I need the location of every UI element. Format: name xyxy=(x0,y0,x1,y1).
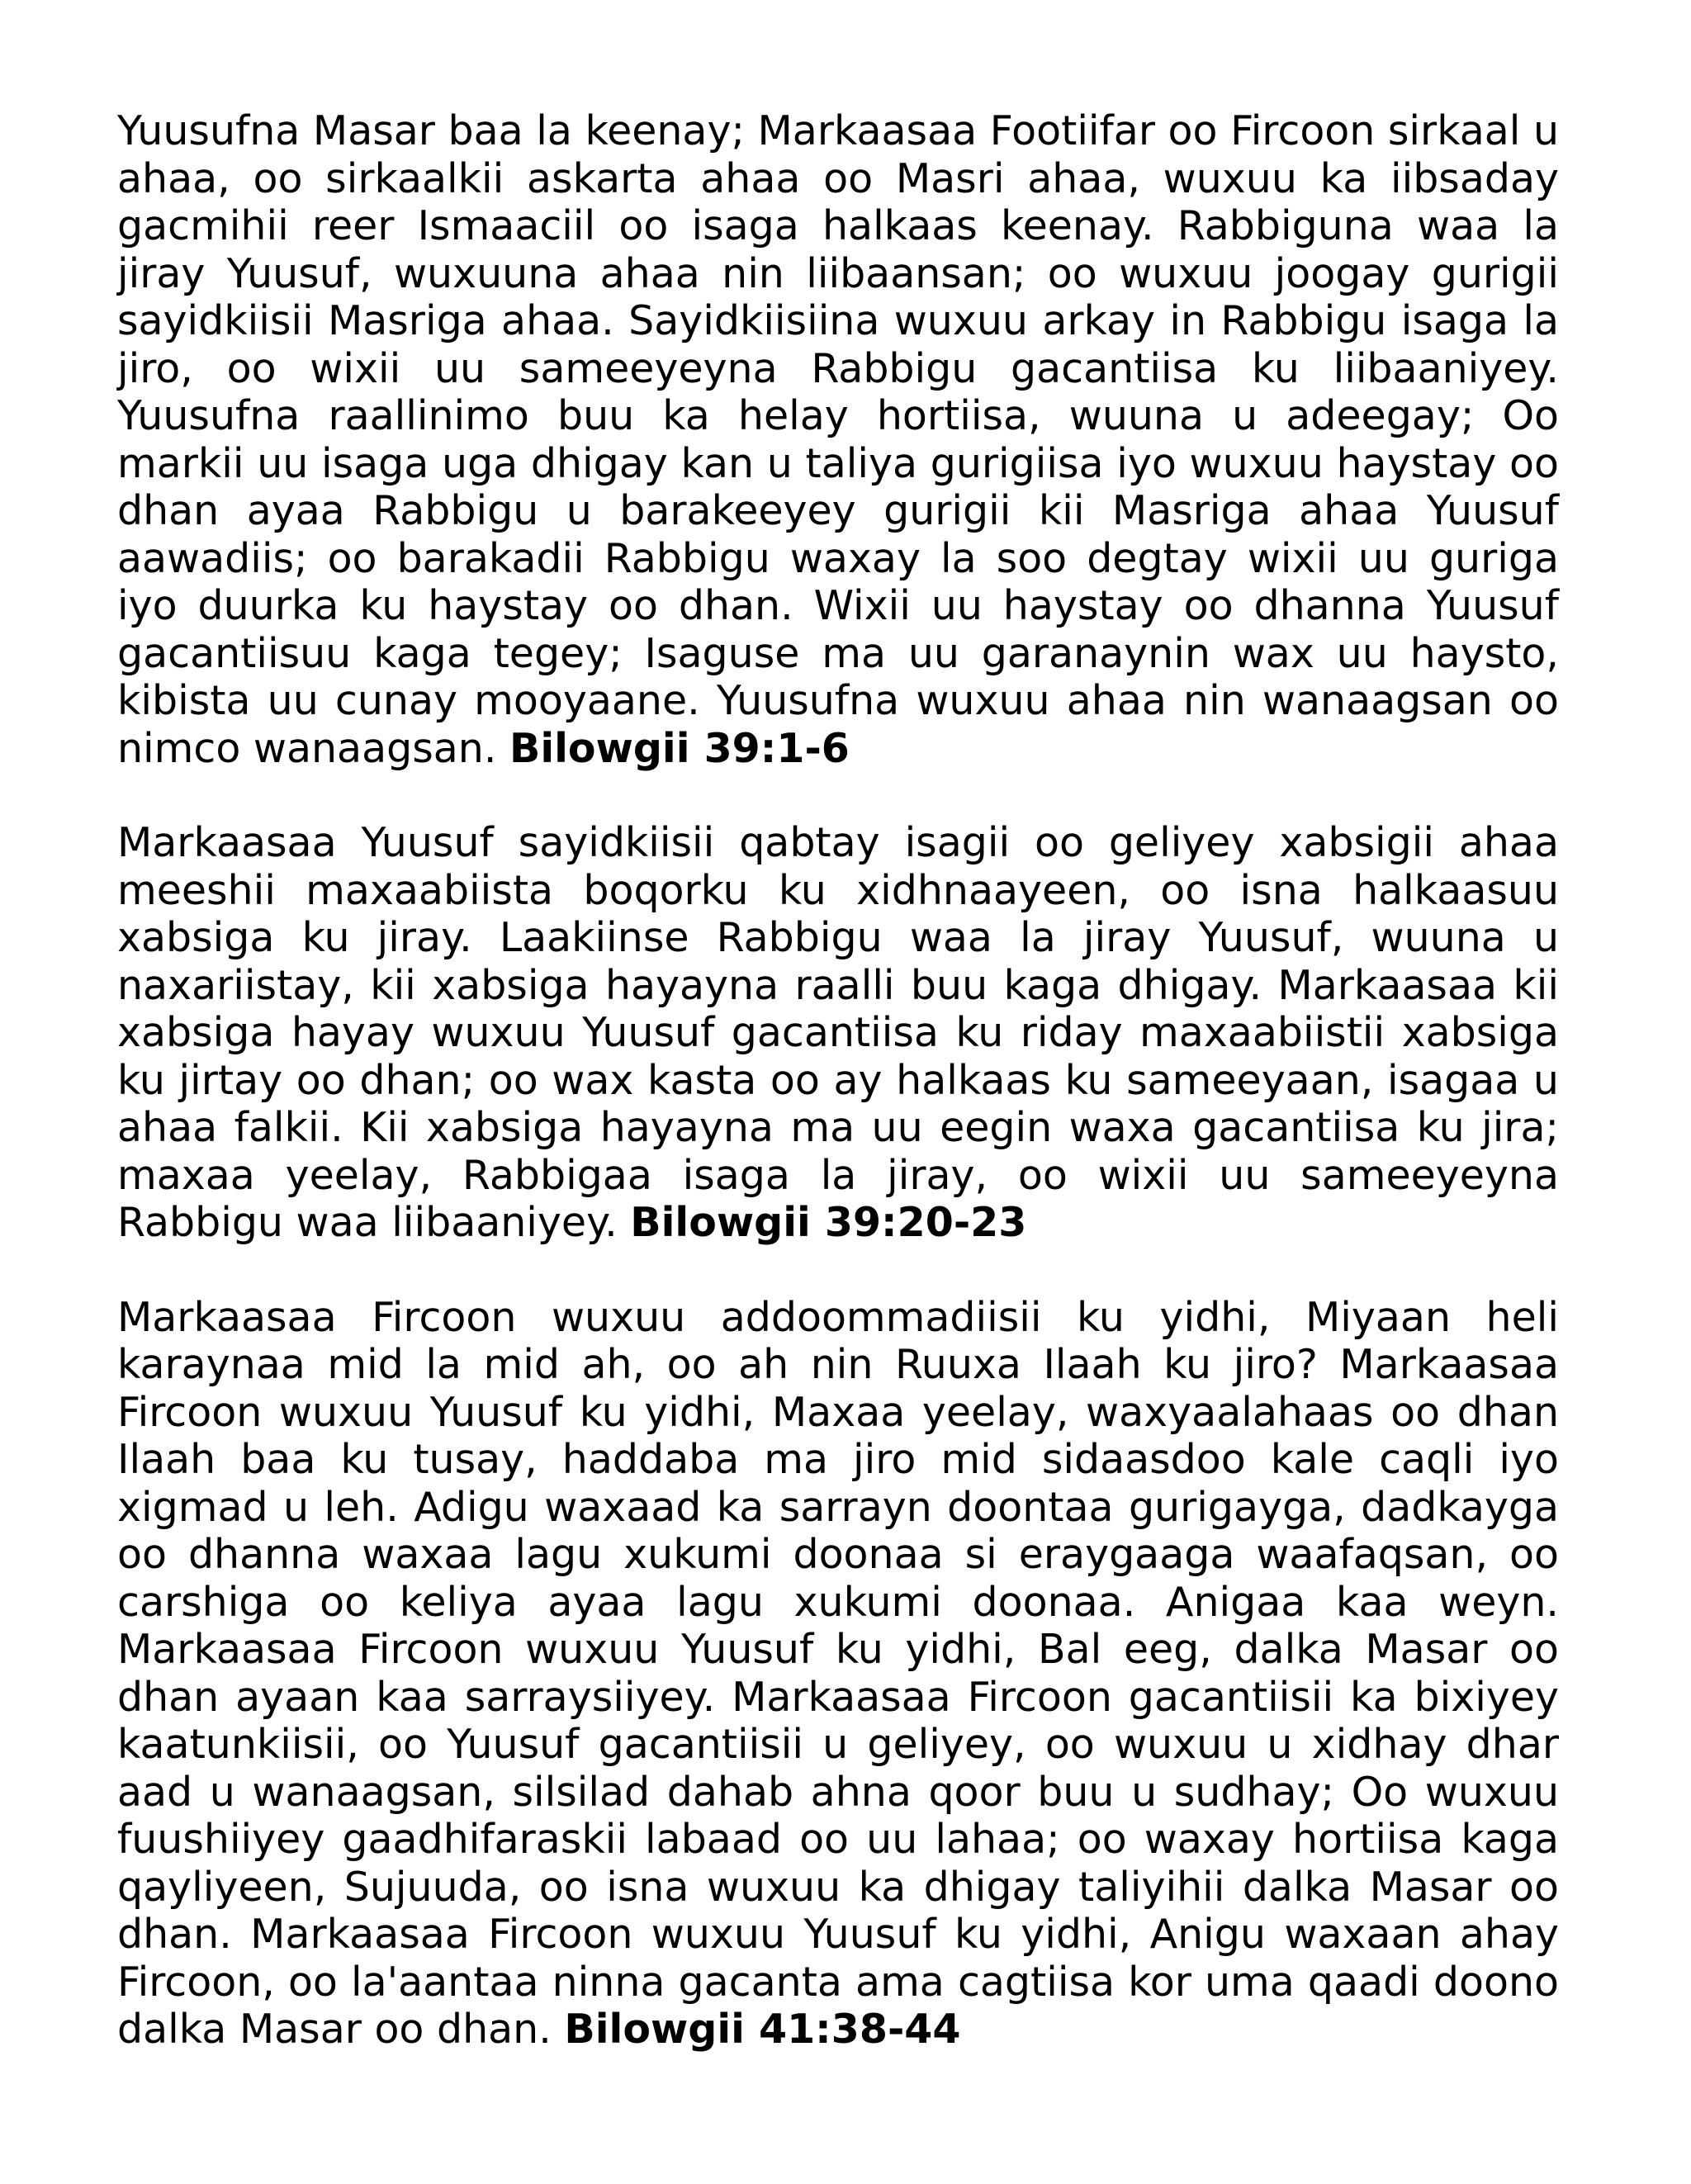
passage-paragraph xyxy=(117,1294,1559,2054)
scripture-reference: Bilowgii 41:38-44 xyxy=(564,2006,961,2053)
passage-text: Markaasaa Fircoon wuxuu addoommadiisii ku yidhi, Miyaan heli karaynaa mid la mid ah, oo ah nin Ruuxa Ilaah ku jiro? Markaasaa Fircoon wuxuu Yuusuf ku yidhi, Maxaa yeelay, waxyaalahaas oo dhan Ilaah baa ku tusay, haddaba ma jiro mid sidaasdoo kale caqli iyo xigmad u leh. Adigu waxaad ka sarrayn doontaa gurigayga, dadkayga oo dhanna waxaa lagu xukumi doonaa si eraygaaga waafaqsan, oo carshiga oo keliya ayaa lagu xukumi doonaa. Anigaa kaa weyn. Markaasaa Fircoon wuxuu Yuusuf ku yidhi, Bal eeg, dalka Masar oo dhan ayaan kaa sarraysiiyey. Markaasaa Fircoon gacantiisii ka bixiyey kaatunkiisii, oo Yuusuf gacantiisii u geliyey, oo wuxuu u xidhay dhar aad u wanaagsan, silsilad dahab ahna qoor buu u sudhay; Oo wuxuu fuushiiyey gaadhifaraskii labaad oo uu lahaa; oo waxay hortiisa kaga qayliyeen, Sujuuda, oo isna wuxuu ka dhigay taliyihii dalka Masar oo dhan. Markaasaa Fircoon wuxuu Yuusuf ku yidhi, Anigu waxaan ahay Fircoon, oo la'aantaa ninna gacanta ama cagtiisa kor uma qaadi doono dalka Masar oo dhan. xyxy=(117,1293,1559,2053)
passage-text: Yuusufna Masar baa la keenay; Markaasaa Footiifar oo Fircoon sirkaal u ahaa, oo sirkaalkii askarta ahaa oo Masri ahaa, wuxuu ka iibsaday gacmihii reer Ismaaciil oo isaga halkaas keenay. Rabbiguna waa la jiray Yuusuf, wuxuuna ahaa nin liibaansan; oo wuxuu joogay gurigii sayidkiisii Masriga ahaa. Sayidkiisiina wuxuu arkay in Rabbigu isaga la jiro, oo wixii uu sameeyeyna Rabbigu gacantiisa ku liibaaniyey. Yuusufna raallinimo buu ka helay hortiisa, wuuna u adeegay; Oo markii uu isaga uga dhigay kan u taliya gurigiisa iyo wuxuu haystay oo dhan ayaa Rabbigu u barakeeyey gurigii kii Masriga ahaa Yuusuf aawadiis; oo barakadii Rabbigu waxay la soo degtay wixii uu guriga iyo duurka ku haystay oo dhan. Wixii uu haystay oo dhanna Yuusuf gacantiisuu kaga tegey; Isaguse ma uu garanaynin wax uu haysto, kibista uu cunay mooyaane. Yuusufna wuxuu ahaa nin wanaagsan oo nimco wanaagsan. xyxy=(117,107,1560,772)
passage-text: Markaasaa Yuusuf sayidkiisii qabtay isagii oo geliyey xabsigii ahaa meeshii maxaabiista boqorku ku xidhnaayeen, oo isna halkaasuu xabsiga ku jiray. Laakiinse Rabbigu waa la jiray Yuusuf, wuuna u naxariistay, kii xabsiga hayayna raalli buu kaga dhigay. Markaasaa kii xabsiga hayay wuxuu Yuusuf gacantiisa ku riday maxaabiistii xabsiga ku jirtay oo dhan; oo wax kasta oo ay halkaas ku sameeyaan, isagaa u ahaa falkii. Kii xabsiga hayayna ma uu eegin waxa gacantiisa ku jira; maxaa yeelay, Rabbigaa isaga la jiray, oo wixii uu sameeyeyna Rabbigu waa liibaaniyey. xyxy=(117,819,1559,1246)
scripture-reference: Bilowgii 39:1-6 xyxy=(509,724,850,772)
passage-paragraph xyxy=(117,819,1559,1247)
scripture-reference: Bilowgii 39:20-23 xyxy=(630,1199,1027,1246)
document-page xyxy=(117,107,1559,2101)
passage-paragraph xyxy=(117,107,1559,772)
